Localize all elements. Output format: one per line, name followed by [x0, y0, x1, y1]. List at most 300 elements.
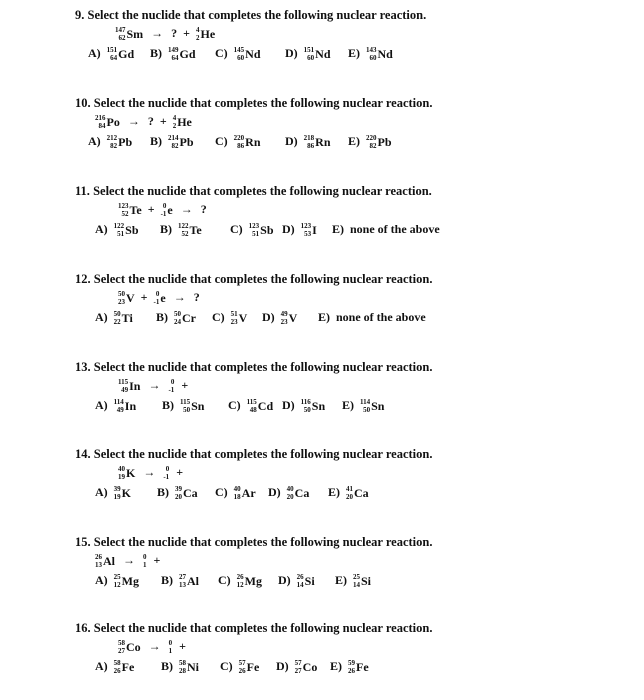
reactant-nuclide: [154, 290, 166, 306]
answer-option-a[interactable]: [95, 398, 136, 414]
option-nuclide: [301, 398, 325, 414]
atomic-number: 27: [118, 647, 125, 656]
option-nuclide-numbers: [114, 310, 121, 326]
mass-number: 151: [106, 46, 118, 55]
atomic-number: 22: [113, 318, 121, 327]
option-label: E): [332, 222, 344, 236]
answer-option-c[interactable]: [228, 398, 273, 414]
option-nuclide-numbers: [114, 485, 121, 501]
element-symbol: Mg: [121, 573, 139, 588]
option-nuclide-numbers: [346, 485, 353, 501]
answer-option-b[interactable]: [161, 573, 199, 589]
answer-option-b[interactable]: [156, 310, 196, 326]
mass-number: 116: [300, 398, 311, 407]
answer-option-e[interactable]: [348, 46, 393, 62]
answer-option-a[interactable]: [88, 46, 134, 62]
product-particle: [169, 639, 174, 655]
element-symbol: Nd: [315, 46, 331, 61]
option-nuclide: [114, 659, 135, 675]
option-label: D): [278, 573, 291, 587]
mass-number: 145: [233, 46, 245, 55]
option-label: E): [342, 398, 354, 412]
answer-option-c[interactable]: [230, 222, 274, 238]
option-nuclide-numbers: [301, 222, 312, 238]
mass-number: 0: [170, 378, 175, 387]
question-prompt: Select the nuclide that completes the following nuclear reaction.: [93, 535, 433, 549]
option-label: B): [160, 222, 172, 236]
mass-number: 212: [106, 134, 118, 143]
answer-option-c[interactable]: [212, 310, 247, 326]
mass-number: 0: [143, 553, 147, 562]
option-nuclide: [237, 573, 262, 589]
element-symbol: Rn: [315, 134, 331, 149]
reaction-equation: [95, 114, 192, 130]
question-text: [75, 96, 432, 111]
question-prompt: Select the nuclide that completes the following nuclear reaction.: [93, 184, 432, 198]
atomic-number: 53: [304, 230, 312, 239]
element-symbol: He: [177, 114, 192, 129]
element-symbol: Sn: [371, 398, 385, 413]
atomic-number: 60: [237, 54, 245, 63]
element-symbol: Ti: [121, 310, 133, 325]
answer-option-a[interactable]: [95, 485, 131, 501]
mass-number: 114: [360, 398, 371, 407]
reactant-nuclide: [118, 378, 140, 394]
reaction-arrow: →: [180, 202, 193, 216]
reactant-nuclide-numbers: [95, 114, 106, 130]
atomic-number: -1: [160, 210, 167, 219]
option-label: A): [95, 573, 108, 587]
mass-number: 50: [174, 310, 181, 319]
answer-option-e[interactable]: [335, 573, 371, 589]
mass-number: 50: [118, 290, 125, 299]
option-label: B): [162, 398, 174, 412]
element-symbol: Gd: [118, 46, 135, 61]
answer-option-a[interactable]: [95, 659, 134, 675]
element-symbol: V: [288, 310, 298, 325]
element-symbol: Cd: [257, 398, 274, 413]
option-nuclide-numbers: [114, 573, 121, 589]
element-symbol: Ca: [183, 485, 198, 500]
atomic-number: 1: [168, 647, 173, 656]
option-label: E): [348, 46, 360, 60]
atomic-number: 52: [181, 230, 189, 239]
mass-number: 220: [233, 134, 245, 143]
answer-option-d[interactable]: [262, 310, 297, 326]
mass-number: 40: [286, 485, 294, 494]
atomic-number: 51: [252, 230, 260, 239]
atomic-number: 24: [174, 318, 181, 327]
atomic-number: 1: [143, 561, 147, 570]
option-nuclide: [179, 659, 199, 675]
option-nuclide: [179, 573, 199, 589]
atomic-number: 26: [113, 667, 121, 676]
option-label: D): [282, 398, 295, 412]
option-nuclide: [114, 310, 133, 326]
question-prompt: Select the nuclide that completes the following nuclear reaction.: [93, 272, 433, 286]
element-symbol: e: [160, 290, 166, 305]
option-nuclide: [281, 310, 298, 326]
reactant-nuclide-numbers: [115, 26, 126, 42]
reactant-nuclide-numbers: [118, 639, 125, 655]
mass-number: 122: [113, 222, 125, 231]
option-label: B): [150, 46, 162, 60]
option-label: C): [220, 659, 233, 673]
product-particle-numbers: [168, 378, 174, 394]
mass-number: 220: [366, 134, 377, 143]
answer-option-d[interactable]: [276, 659, 317, 675]
atomic-number: 23: [280, 318, 288, 327]
atomic-number: 12: [236, 581, 244, 590]
option-nuclide: [239, 659, 260, 675]
element-symbol: V: [126, 290, 135, 305]
element-symbol: Mg: [244, 573, 262, 588]
element-symbol: Sn: [191, 398, 205, 413]
answer-option-c[interactable]: [215, 46, 261, 62]
element-symbol: Rn: [245, 134, 261, 149]
mass-number: 0: [162, 202, 167, 211]
answer-option-c[interactable]: [215, 485, 256, 501]
option-nuclide-numbers: [249, 222, 260, 238]
mass-number: 4: [196, 26, 200, 35]
atomic-number: 18: [233, 493, 241, 502]
reaction-arrow: →: [148, 639, 161, 653]
reaction-equation: [118, 465, 189, 481]
answer-option-e[interactable]: [342, 398, 384, 414]
reactant-nuclide-numbers: [118, 290, 125, 306]
answer-option-d[interactable]: [285, 46, 331, 62]
option-nuclide: [234, 485, 256, 501]
atomic-number: 20: [286, 493, 294, 502]
option-label: B): [150, 134, 162, 148]
question-number: 10.: [75, 96, 91, 110]
option-label: C): [218, 573, 231, 587]
answer-option-d[interactable]: [268, 485, 309, 501]
option-label: E): [335, 573, 347, 587]
answer-option-a[interactable]: [95, 310, 133, 326]
answer-option-e[interactable]: [332, 222, 440, 237]
element-symbol: V: [238, 310, 248, 325]
atomic-number: -1: [153, 298, 160, 307]
option-nuclide-numbers: [231, 310, 238, 326]
option-nuclide-numbers: [114, 398, 124, 414]
mass-number: 115: [246, 398, 257, 407]
answer-option-b[interactable]: [150, 134, 194, 150]
option-label: D): [285, 46, 298, 60]
plus-sign: +: [179, 639, 187, 653]
reaction-arrow: →: [148, 378, 161, 392]
element-symbol: Te: [129, 202, 142, 217]
option-nuclide: [114, 398, 136, 414]
atomic-number: 82: [171, 142, 179, 151]
option-nuclide: [114, 222, 139, 238]
option-label: B): [161, 573, 173, 587]
option-nuclide: [304, 46, 331, 62]
atomic-number: 82: [110, 142, 118, 151]
reactant-nuclide: [118, 290, 135, 306]
mass-number: 26: [95, 553, 102, 562]
mass-number: 0: [165, 465, 170, 474]
element-symbol: Ni: [187, 659, 199, 674]
unknown-product: ?: [171, 26, 178, 40]
question-number: 16.: [75, 621, 91, 635]
product-particle: [196, 26, 215, 42]
reaction-equation: [118, 290, 200, 306]
element-symbol: Fe: [356, 659, 369, 674]
mass-number: 0: [168, 639, 173, 648]
option-nuclide: [297, 573, 315, 589]
answer-option-e[interactable]: [330, 659, 369, 675]
option-nuclide-numbers: [348, 659, 355, 675]
option-label: E): [318, 310, 330, 324]
atomic-number: 26: [238, 667, 246, 676]
reactant-nuclide: [115, 26, 143, 42]
option-nuclide: [353, 573, 371, 589]
option-nuclide: [287, 485, 310, 501]
mass-number: 26: [296, 573, 304, 582]
answer-option-d[interactable]: [278, 573, 315, 589]
option-label: C): [215, 134, 228, 148]
answer-option-b[interactable]: [161, 659, 199, 675]
option-nuclide-numbers: [247, 398, 257, 414]
option-nuclide: [168, 46, 196, 62]
option-nuclide-numbers: [360, 398, 370, 414]
answer-option-c[interactable]: [218, 573, 262, 589]
element-symbol: Si: [361, 573, 372, 588]
option-label: C): [215, 485, 228, 499]
option-nuclide: [348, 659, 369, 675]
option-label: C): [215, 46, 228, 60]
question-text: [75, 621, 432, 636]
option-label: A): [95, 659, 108, 673]
mass-number: 149: [168, 46, 179, 55]
option-label: D): [285, 134, 298, 148]
answer-option-c[interactable]: [215, 134, 261, 150]
reactant-nuclide: [95, 553, 115, 569]
option-nuclide-numbers: [304, 134, 315, 150]
reaction-arrow: →: [173, 290, 186, 304]
question-prompt: Select the nuclide that completes the following nuclear reaction.: [93, 360, 433, 374]
answer-options: [0, 310, 644, 332]
option-label: D): [262, 310, 275, 324]
product-particle: [143, 553, 148, 569]
mass-number: 123: [248, 222, 260, 231]
question-text: [75, 447, 432, 462]
atomic-number: 82: [369, 142, 377, 151]
question-text: [75, 8, 426, 23]
element-symbol: Sn: [311, 398, 326, 413]
mass-number: 39: [175, 485, 182, 494]
mass-number: 49: [280, 310, 288, 319]
answer-option-e[interactable]: [348, 134, 392, 150]
option-nuclide-numbers: [179, 573, 186, 589]
option-nuclide-numbers: [304, 46, 315, 62]
answer-option-a[interactable]: [88, 134, 132, 150]
option-label: C): [212, 310, 225, 324]
atomic-number: 64: [110, 54, 118, 63]
option-nuclide: [178, 222, 202, 238]
option-nuclide-numbers: [287, 485, 294, 501]
answer-option-b[interactable]: [162, 398, 204, 414]
option-label: A): [95, 398, 108, 412]
product-particle-numbers: [163, 465, 169, 481]
product-particle-numbers: [169, 639, 173, 655]
option-label: C): [228, 398, 241, 412]
reaction-equation: [118, 639, 192, 655]
mass-number: 115: [118, 378, 129, 387]
atomic-number: 12: [113, 581, 121, 590]
mass-number: 151: [303, 46, 315, 55]
product-particle: [168, 378, 175, 394]
element-symbol: Co: [126, 639, 141, 654]
option-nuclide-numbers: [234, 134, 245, 150]
mass-number: 0: [155, 290, 160, 299]
answer-options: [0, 46, 644, 68]
answer-option-d[interactable]: [282, 222, 317, 238]
option-nuclide-numbers: [297, 573, 304, 589]
mass-number: 115: [180, 398, 191, 407]
option-nuclide: [114, 573, 139, 589]
option-nuclide: [366, 46, 393, 62]
question-text: [75, 360, 432, 375]
option-label: D): [282, 222, 295, 236]
reactant-nuclide: [118, 202, 142, 218]
option-nuclide-numbers: [174, 310, 181, 326]
option-nuclide: [180, 398, 204, 414]
option-nuclide: [234, 46, 261, 62]
mass-number: 114: [113, 398, 124, 407]
answer-option-d[interactable]: [282, 398, 325, 414]
element-symbol: Pb: [118, 134, 133, 149]
answer-option-e[interactable]: [328, 485, 369, 501]
option-nuclide: [234, 134, 261, 150]
mass-number: 50: [113, 310, 121, 319]
reactant-nuclide-numbers: [95, 553, 102, 569]
answer-option-b[interactable]: [150, 46, 196, 62]
option-nuclide-numbers: [168, 134, 179, 150]
atomic-number: 19: [113, 493, 121, 502]
option-nuclide: [304, 134, 331, 150]
answer-option-a[interactable]: [95, 222, 139, 238]
plus-sign: +: [183, 26, 191, 40]
atomic-number: 19: [118, 473, 125, 482]
option-nuclide-numbers: [366, 46, 377, 62]
option-label: E): [348, 134, 360, 148]
element-symbol: Ca: [354, 485, 369, 500]
mass-number: 57: [294, 659, 302, 668]
question-prompt: Select the nuclide that completes the following nuclear reaction.: [93, 96, 433, 110]
answer-option-b[interactable]: [160, 222, 202, 238]
atomic-number: 14: [353, 581, 360, 590]
answer-option-b[interactable]: [157, 485, 198, 501]
plus-sign: +: [147, 202, 155, 216]
option-nuclide-numbers: [237, 573, 244, 589]
option-nuclide: [231, 310, 248, 326]
mass-number: 214: [168, 134, 179, 143]
element-symbol: Pb: [377, 134, 392, 149]
element-symbol: Al: [187, 573, 199, 588]
reactant-nuclide: [118, 465, 135, 481]
option-nuclide-numbers: [107, 46, 118, 62]
element-symbol: Ar: [241, 485, 256, 500]
unknown-product: ?: [193, 290, 200, 304]
element-symbol: In: [124, 398, 137, 413]
question-number: 11.: [75, 184, 90, 198]
mass-number: 39: [113, 485, 121, 494]
option-nuclide: [174, 310, 196, 326]
element-symbol: He: [200, 26, 216, 41]
option-nuclide: [346, 485, 369, 501]
plus-sign: +: [153, 553, 161, 567]
option-nuclide: [175, 485, 198, 501]
element-symbol: I: [312, 222, 317, 237]
option-label: A): [88, 134, 101, 148]
atomic-number: 2: [172, 122, 177, 131]
question-text: [75, 272, 432, 287]
atomic-number: 14: [296, 581, 304, 590]
element-symbol: Si: [304, 573, 315, 588]
mass-number: 58: [118, 639, 125, 648]
answer-options: [0, 573, 644, 595]
option-nuclide: [168, 134, 194, 150]
element-symbol: Gd: [179, 46, 196, 61]
atomic-number: 62: [118, 34, 126, 43]
option-nuclide-numbers: [180, 398, 190, 414]
mass-number: 40: [233, 485, 241, 494]
option-label: A): [88, 46, 101, 60]
option-nuclide-numbers: [107, 134, 118, 150]
answer-option-e[interactable]: [318, 310, 426, 325]
option-nuclide-numbers: [353, 573, 360, 589]
option-nuclide-numbers: [175, 485, 182, 501]
option-nuclide-numbers: [234, 46, 245, 62]
product-particle-numbers: [143, 553, 147, 569]
mass-number: 40: [118, 465, 125, 474]
atomic-number: 51: [117, 230, 125, 239]
answer-option-a[interactable]: [95, 573, 139, 589]
element-symbol: Sb: [260, 222, 274, 237]
answer-options: [0, 398, 644, 420]
atomic-number: 13: [179, 581, 186, 590]
mass-number: 147: [115, 26, 126, 35]
option-label: D): [276, 659, 289, 673]
answer-option-c[interactable]: [220, 659, 259, 675]
reactant-nuclide-numbers: [118, 378, 128, 394]
option-nuclide-numbers: [366, 134, 377, 150]
unknown-product: ?: [147, 114, 154, 128]
option-nuclide-numbers: [114, 659, 121, 675]
question-prompt: Select the nuclide that completes the following nuclear reaction.: [93, 621, 433, 635]
answer-option-d[interactable]: [285, 134, 331, 150]
atomic-number: 60: [369, 54, 377, 63]
option-nuclide: [107, 46, 135, 62]
reaction-arrow: →: [143, 465, 156, 479]
question-number: 14.: [75, 447, 91, 461]
reactant-nuclide: [161, 202, 173, 218]
mass-number: 123: [118, 202, 129, 211]
option-nuclide-numbers: [295, 659, 302, 675]
atomic-number: 49: [116, 406, 124, 415]
question-number: 13.: [75, 360, 91, 374]
option-label: D): [268, 485, 281, 499]
element-symbol: e: [167, 202, 173, 217]
atomic-number: 84: [98, 122, 106, 131]
option-label: A): [95, 310, 108, 324]
element-symbol: Fe: [121, 659, 135, 674]
option-label: B): [161, 659, 173, 673]
plus-sign: +: [159, 114, 167, 128]
mass-number: 58: [113, 659, 121, 668]
